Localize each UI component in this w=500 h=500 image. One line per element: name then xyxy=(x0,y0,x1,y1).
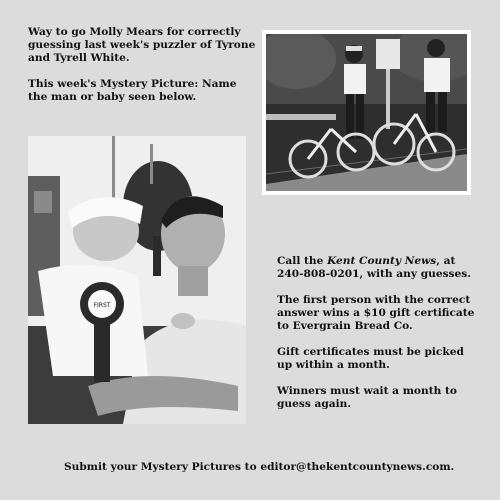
photo-boys-bikes xyxy=(262,30,471,195)
photo-man-baby xyxy=(28,136,246,424)
intro-text xyxy=(28,26,256,117)
pickup-paragraph: Gift certificates must be picked up within a month. xyxy=(277,346,464,371)
paper-name: Kent County News xyxy=(327,255,437,267)
ribbon-label: FIRST xyxy=(93,302,111,309)
wait-paragraph: Winners must wait a month to guess again. xyxy=(277,385,457,410)
mystery-prompt: This week's Mystery Picture: Name the man or baby seen below. xyxy=(28,78,237,103)
call-prefix: Call the xyxy=(277,255,328,267)
man-baby-illustration xyxy=(28,136,246,424)
prize-paragraph: The first person with the correct answer wins a $10 gift certificate to Evergrain Bread Co. xyxy=(277,294,475,332)
congrats-text: Way to go Molly Mears for correctly guessing last week's puzzler of Tyrone and Tyrell White. xyxy=(28,26,256,64)
submit-line: Submit your Mystery Pictures to editor@thekentcountynews.com. xyxy=(64,461,455,473)
call-paragraph xyxy=(277,255,477,281)
right-column-text xyxy=(277,255,477,424)
boys-bikes-illustration xyxy=(266,34,467,191)
call-suffix: , at 240-808-0201, with any guesses. xyxy=(277,255,471,280)
